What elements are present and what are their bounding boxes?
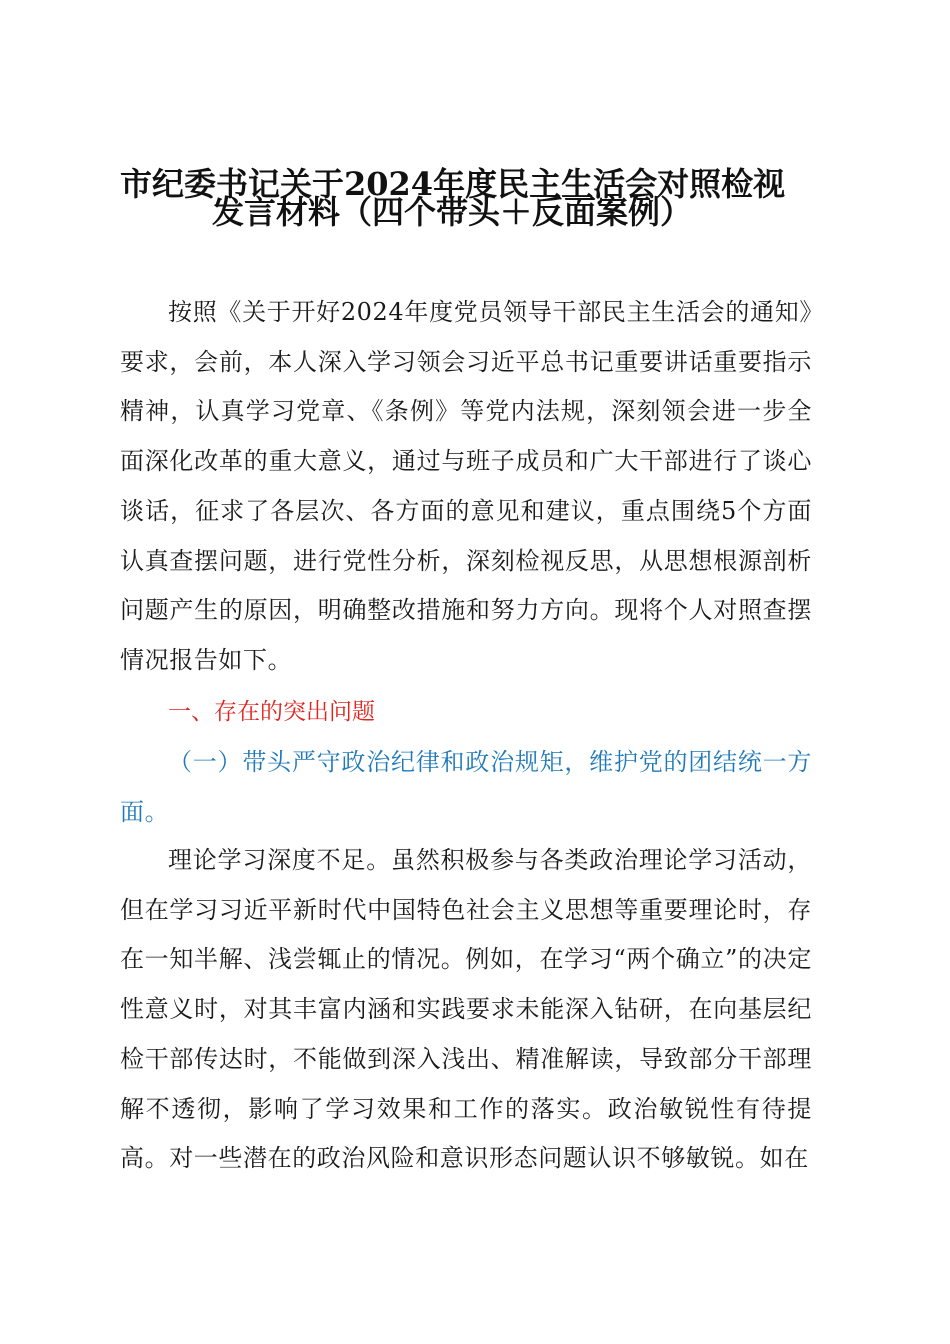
- section-heading-1: 一、存在的突出问题: [168, 699, 375, 725]
- document-title-line-2: 发言材料（四个带头＋反面案例）: [212, 193, 693, 231]
- body-paragraph-1: 理论学习深度不足。虽然积极参与各类政治理论学习活动，但在学习习近平新时代中国特色社会主义思想等重要理论时，存在一知半解、浅尝辄止的情况。例如，在学习“两个确立”的决定性意义时，对其丰富内涵和实践要求未能深入钻研，在向基层纪检干部传达时，不能做到深入浅出、精准解读，导致部分干部理解不透彻，影响了学习效果和工作的落实。政治敏锐性有待提高。对一些潜在的政治风险和意识形态问题认识不够敏锐。如在: [120, 846, 812, 1173]
- intro-paragraph: 按照《关于开好2024年度党员领导干部民主生活会的通知》要求，会前，本人深入学习领会习近平总书记重要讲话重要指示精神，认真学习党章、《条例》等党内法规，深刻领会进一步全面深化改革的重大意义，通过与班子成员和广大干部进行了谈心谈话，征求了各层次、各方面的意见和建议，重点围绕5个方面认真查摆问题，进行党性分析，深刻检视反思，从思想根源剖析问题产生的原因，明确整改措施和努力方向。现将个人对照查摆情况报告如下。: [120, 298, 812, 674]
- subsection-heading-1: （一）带头严守政治纪律和政治规矩，维护党的团结统一方面。: [120, 748, 812, 826]
- document-title-line-1: 市纪委书记关于2024年度民主生活会对照检视: [120, 165, 786, 203]
